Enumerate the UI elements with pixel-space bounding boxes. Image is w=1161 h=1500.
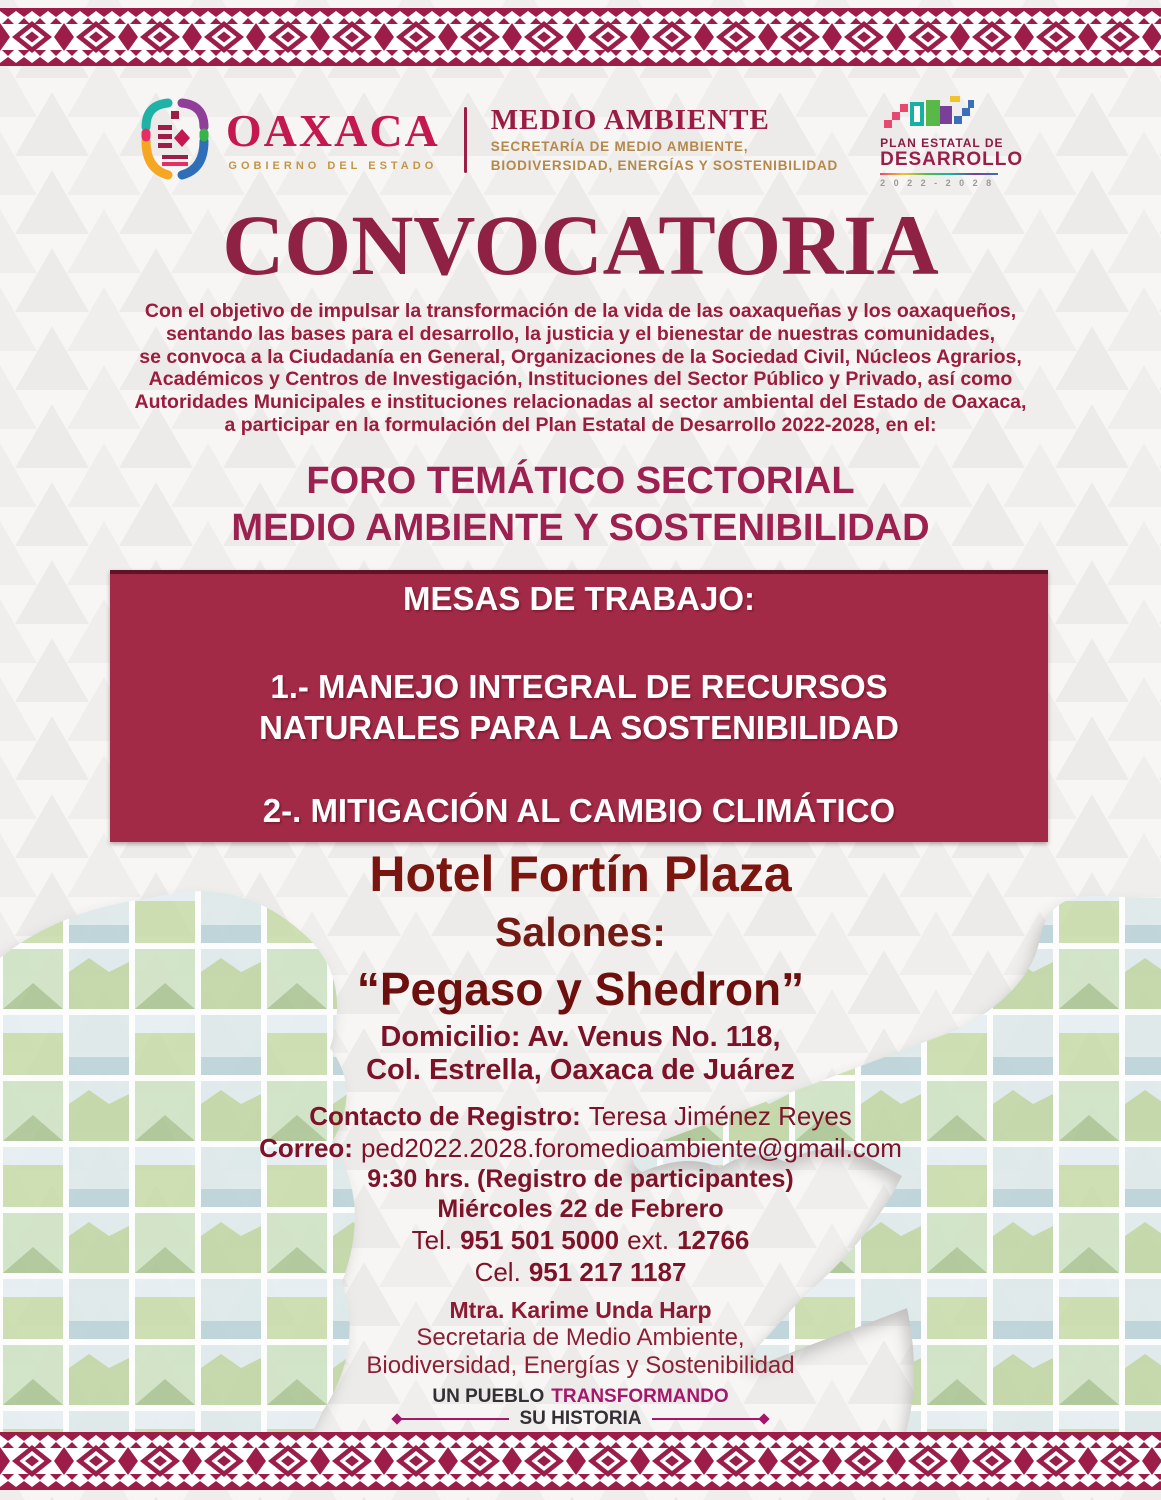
slogan-un-pueblo: UN PUEBLO [432,1386,545,1407]
worktable-item-2: 2-. MITIGACIÓN AL CAMBIO CLIMÁTICO [262,792,896,829]
ped-rule [880,173,998,175]
signature-role-line1: Secretaria de Medio Ambiente, [416,1324,745,1351]
tel-number: 951 501 5000 [460,1225,620,1255]
intro-line: sentando las bases para el desarrollo, la justicia y el bienestar de nuestras comunidades, [165,322,996,345]
worktables-box [110,570,1048,842]
contact-tel-line [0,1224,1161,1256]
worktable-item-1: 1.- MANEJO INTEGRAL DE RECURSOS NATURALES PARA LA SOSTENIBILIDAD [259,668,899,746]
worktables-heading: MESAS DE TRABAJO: [402,580,756,617]
signature-role-line2: Biodiversidad, Energías y Sostenibilidad [366,1352,795,1379]
contact-block [0,1100,1161,1288]
venue-address-line2: Col. Estrella, Oaxaca de Juárez [366,1054,795,1086]
contact-cel-line [0,1256,1161,1288]
header [0,92,1161,188]
intro-line: Con el objetivo de impulsar la transformación de la vida de las oaxaqueñas y los oaxaqueños, [144,300,1017,322]
dependency-title: MEDIO AMBIENTE [490,104,770,136]
contact-schedule-line: 9:30 hrs. (Registro de participantes) [367,1165,794,1193]
slogan-su-historia: SU HISTORIA [519,1408,642,1429]
venue-hotel-name: Hotel Fortín Plaza [369,846,792,902]
oaxaca-wordmark: OAXACA [225,104,440,156]
ped-logo [880,92,1023,188]
intro-line: se convoca a la Ciudadanía en General, Organizaciones de la Sociedad Civil, Núcleos Agrarios, [139,345,1022,368]
header-divider [464,107,467,173]
slogan-transformando: TRANSFORMANDO [551,1386,729,1407]
correo-label: Correo: [259,1133,353,1163]
venue-salones-names: “Pegaso y Shedron” [356,963,805,1015]
ped-years: 2 0 2 2 - 2 0 2 8 [880,177,995,188]
intro-line: Autoridades Municipales e instituciones relacionadas al sector ambiental del Estado de Oaxaca, [134,391,1027,414]
ped-line2: DESARROLLO [880,149,1024,170]
forum-heading-line2: MEDIO AMBIENTE Y SOSTENIBILIDAD [231,507,930,549]
top-border-pattern [0,8,1161,66]
registro-name: Teresa Jiménez Reyes [588,1101,852,1131]
dependency-line1: SECRETARÍA DE MEDIO AMBIENTE, [490,139,749,155]
page-title: CONVOCATORIA [222,197,939,293]
slogan-rule-right [652,1418,764,1420]
venue-salones-label: Salones: [495,909,666,955]
slogan-row-1 [0,1386,1161,1408]
registro-label: Contacto de Registro: [309,1101,581,1131]
forum-heading-line1: FORO TEMÁTICO SECTORIAL [306,460,855,502]
contact-email-line [0,1132,1161,1164]
cel-label: Cel. [474,1257,521,1287]
venue-address-line1: Domicilio: Av. Venus No. 118, [380,1021,781,1053]
dependency-block [491,105,838,175]
dependency-line2: BIODIVERSIDAD, ENERGÍAS Y SOSTENIBILIDAD [490,157,839,173]
oaxaca-tagline: GOBIERNO DEL ESTADO [228,159,438,172]
oaxaca-logo [138,97,440,183]
tel-label: Tel. [411,1225,453,1255]
slogan-rule-left [397,1418,509,1420]
ped-logo-icon [880,92,976,132]
intro-paragraph [0,300,1161,437]
oaxaca-emblem-icon [138,97,212,183]
slogan-row-2 [0,1408,1161,1430]
bottom-border-pattern [0,1432,1161,1490]
correo-address: ped2022.2028.foromedioambiente@gmail.com [360,1133,902,1163]
contact-date-line: Miércoles 22 de Febrero [437,1195,724,1223]
venue-block [0,845,1161,1087]
cel-number: 951 217 1187 [528,1257,687,1287]
dependency-subtitle [491,138,838,174]
intro-line: a participar en la formulación del Plan Estatal de Desarrollo 2022-2028, en el: [224,413,937,436]
slogan-block [0,1386,1161,1430]
ext-label: ext. [627,1225,670,1255]
intro-line: Académicos y Centros de Investigación, Instituciones del Sector Público y Privado, así como [148,368,1013,391]
forum-heading [0,458,1161,552]
ext-number: 12766 [677,1225,750,1255]
oaxaca-wordmark-block [225,104,440,172]
contact-registro-line [0,1100,1161,1132]
signature-block [0,1296,1161,1380]
signature-name: Mtra. Karime Unda Harp [449,1297,712,1323]
ped-line1: PLAN ESTATAL DE [880,136,1004,150]
